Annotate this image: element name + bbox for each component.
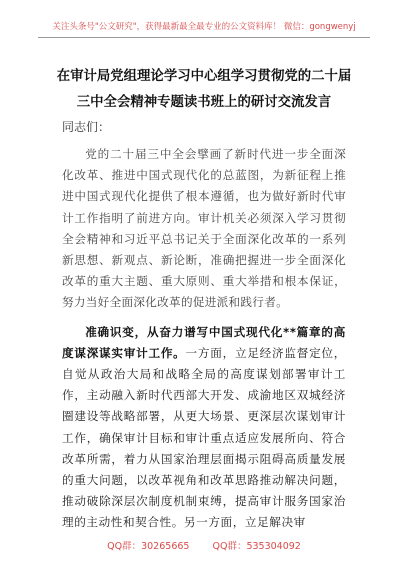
salutation: 同志们： (62, 120, 111, 134)
footer-qq-group-1: QQ群：30265665 (107, 541, 190, 552)
document-title: 在审计局党组理论学习中心组学习贯彻党的二十届三中全会精神专题读书班上的研讨交流发言 (56, 69, 352, 110)
paragraph-1: 党的二十届三中全会擘画了新时代进一步全面深化改革、推进中国式现代化的总蓝图，为新征程上推进中国式现代化提供了根本遵循，也为做好新时代审计工作指明了前进方向。审计机关必须深入学习贯彻全会精神和习近平总书记关于全面深化改革的一系列新思想、新观点、新论断，准确把握进一步全面深化改革的重大主题、重大原则、重大举措和根本保证，努力当好全面深化改革的促进派和践行者。 (62, 147, 346, 310)
footer (0, 538, 408, 552)
paragraph-2 (62, 322, 346, 534)
header-divider (38, 37, 370, 38)
document-body (62, 144, 346, 542)
paragraph-2-body: 一方面，立足经济监督定位，自觉从政治大局和战略全局的高度谋划部署审计工作，主动融入新时代西部大开发、成渝地区双城经济圈建设等战略部署，从更大场景、更深层次谋划审计工作，确保审计目标和审计重点适应发展所向、符合改革所需，着力从国家治理层面揭示阻碍高质量发展的重大问题，以改革视角和改革思路推动解决问题，推动破除深层次制度机制束缚，提高审计服务国家治理的主动性和契合性。另一方面，立足解决审 (62, 345, 346, 530)
paragraph-2-lead: 准确识变，从奋力谱写中国式现代化**篇章的高度谋深谋实审计工作。 (62, 324, 346, 360)
header-banner: 关注头条号"公文研究"，获得最新最全最专业的公文资料库！ 微信：gongwenyj (52, 22, 356, 32)
footer-qq-group-2: QQ群：535304092 (212, 541, 301, 552)
